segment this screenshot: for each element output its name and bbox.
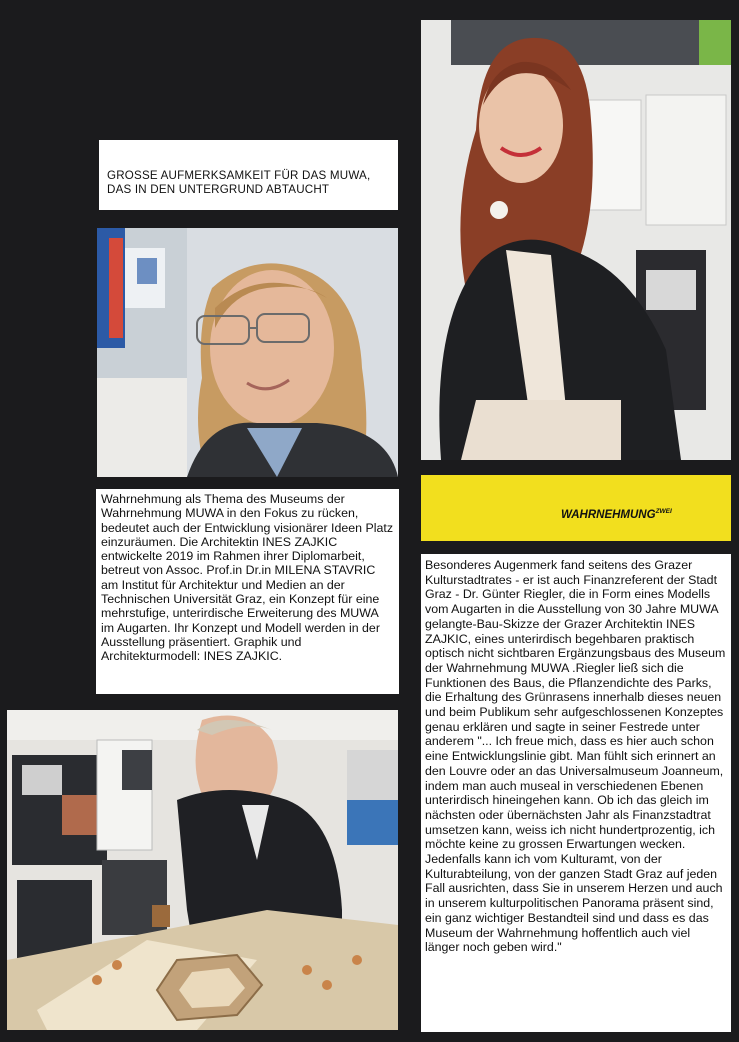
article-right-text: Besonderes Augenmerk fand seitens des Grazer Kulturstadtrates - er ist auch Finanzreferent der Stadt Graz - Dr. Günter Riegler, die in Form eines Modells vom Augarten in die Ausstellung von 30 Jahre MUWA gelangte-Bau-Skizze der Grazer Architektin INES ZAJKIC, eines unterirdisch begehbaren praktisch optisch nicht sichtbaren Ergänzungsbaus des Museum der Wahrnehmung MUWA .Riegler ließ sich die Funktionen des Baus, die Pflanzendichte des Parks, die Erhaltung des Grünrasens innerhalb dieses neuen und beim Publikum sehr aufgeschlossenen Konzeptes genau erklären und sagte in seiner Festrede unter anderem "... Ich freue mich, dass es hier auch schon eine Entwicklungslinie gibt. Man fühlt sich erinnert an den Louvre oder an das Universalmuseum Joanneum, indem man auch museal in verschiedenen Ebenen unterirdisch hineingehen kann. Ob ich das gleich im nächsten oder übernächsten Jahr als Finanzstadtrat umsetzen kann, weiss ich nicht hundertprozentig, ich möchte keine zu grossen Erwartungen wecken. Jedenfalls kann ich vom Kulturamt, von der Kulturabteilung, von der ganzen Stadt Graz auf jeden Fall ausrichten, dass Sie in unserem Herzen und auch in unserem kulturpolitischen Panorama präsent sind, ein ganz wichtiger Bestandteil sind und dass es das Museum der Wahrnehmung hoffentlich auch viel länger noch geben wird." [425, 558, 726, 955]
caption-left-text: Wahrnehmung als Thema des Museums der Wahrnehmung MUWA in den Fokus zu rücken, bedeutet auch der Entwicklung visionärer Ideen Platz einzuräumen. Die Architektin INES ZAJKIC entwickelte 2019 im Rahmen ihrer Diplomarbeit, betreut von Assoc. Prof.in Dr.in MILENA STAVRIC am Institut für Architektur und Medien an der Technischen Universität Graz, ein Konzept für eine mehrstufige, unterirdische Erweiterung des MUWA im Augarten. Ihr Konzept und Modell werden in der Ausstellung präsentiert. Graphik und Architekturmodell: INES ZAJKIC. [101, 492, 394, 664]
article-right [421, 554, 731, 1032]
portrait-photo-woman [421, 20, 731, 460]
banner-title [561, 508, 672, 521]
headline-line-1: GROSSE AUFMERKSAMKEIT FÜR DAS MUWA, [107, 169, 371, 182]
banner-wahrnehmung-zwei [421, 475, 731, 541]
banner-title-main: WAHRNEHMUNG [561, 509, 656, 521]
banner-title-superscript: ZWEI [655, 508, 672, 515]
caption-left [96, 489, 399, 694]
headline-line-2: DAS IN DEN UNTERGRUND ABTAUCHT [107, 183, 330, 196]
photo-man-with-model [7, 710, 398, 1030]
portrait-photo-architect [97, 228, 398, 477]
headline-box [99, 140, 398, 210]
